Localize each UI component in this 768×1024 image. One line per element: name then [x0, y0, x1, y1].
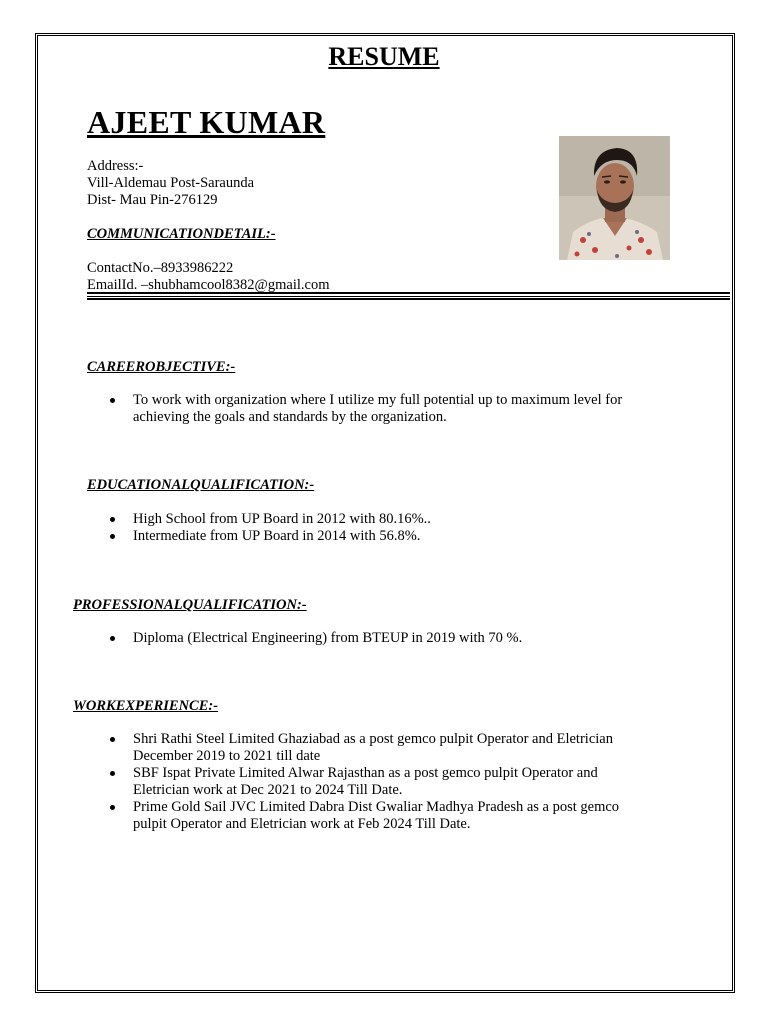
portrait-image: [559, 136, 670, 260]
professional-qualification-title: PROFESSIONALQUALIFICATION:-: [73, 597, 307, 613]
contact-number: ContactNo.–8933986222: [87, 260, 234, 276]
list-item: High School from UP Board in 2012 with 80.16%..: [87, 511, 677, 528]
address-line-2: Dist- Mau Pin-276129: [87, 192, 218, 208]
profile-photo: [559, 136, 670, 260]
educational-qualification-title: EDUCATIONALQUALIFICATION:-: [87, 477, 315, 493]
list-item: To work with organization where I utilize my full potential up to maximum level for achieving the goals and standards by the organization.: [87, 392, 677, 426]
contact-block: [87, 260, 330, 294]
educational-qualification-list: [87, 511, 677, 545]
address-block: [87, 158, 254, 209]
header-divider-inner-line: [87, 296, 730, 297]
career-objective-title: CAREEROBJECTIVE:-: [87, 359, 236, 375]
list-item: Intermediate from UP Board in 2014 with 56.8%.: [87, 528, 677, 545]
list-item: Diploma (Electrical Engineering) from BTEUP in 2019 with 70 %.: [87, 630, 677, 647]
header-divider: [87, 292, 730, 300]
career-objective-list: [87, 392, 677, 426]
address-line-1: Vill-Aldemau Post-Saraunda: [87, 175, 255, 191]
email-address: EmailId. –shubhamcool8382@gmail.com: [87, 277, 330, 293]
work-experience-list: [87, 731, 642, 833]
list-item: Prime Gold Sail JVC Limited Dabra Dist Gwaliar Madhya Pradesh as a post gemco pulpit Operator and Eletrician work at Feb 2024 Till Date.: [87, 799, 642, 833]
address-label: Address:-: [87, 158, 144, 174]
work-experience-title: WORKEXPERIENCE:-: [73, 698, 219, 714]
list-item: Shri Rathi Steel Limited Ghaziabad as a post gemco pulpit Operator and Eletrician December 2019 to 2021 till date: [87, 731, 642, 765]
professional-qualification-list: [87, 630, 677, 647]
list-item: SBF Ispat Private Limited Alwar Rajasthan as a post gemco pulpit Operator and Eletrician work at Dec 2021 to 2024 Till Date.: [87, 765, 642, 799]
communication-title: COMMUNICATIONDETAIL:-: [87, 226, 276, 242]
candidate-name: AJEET KUMAR: [87, 104, 326, 140]
document-heading: RESUME: [328, 42, 440, 71]
